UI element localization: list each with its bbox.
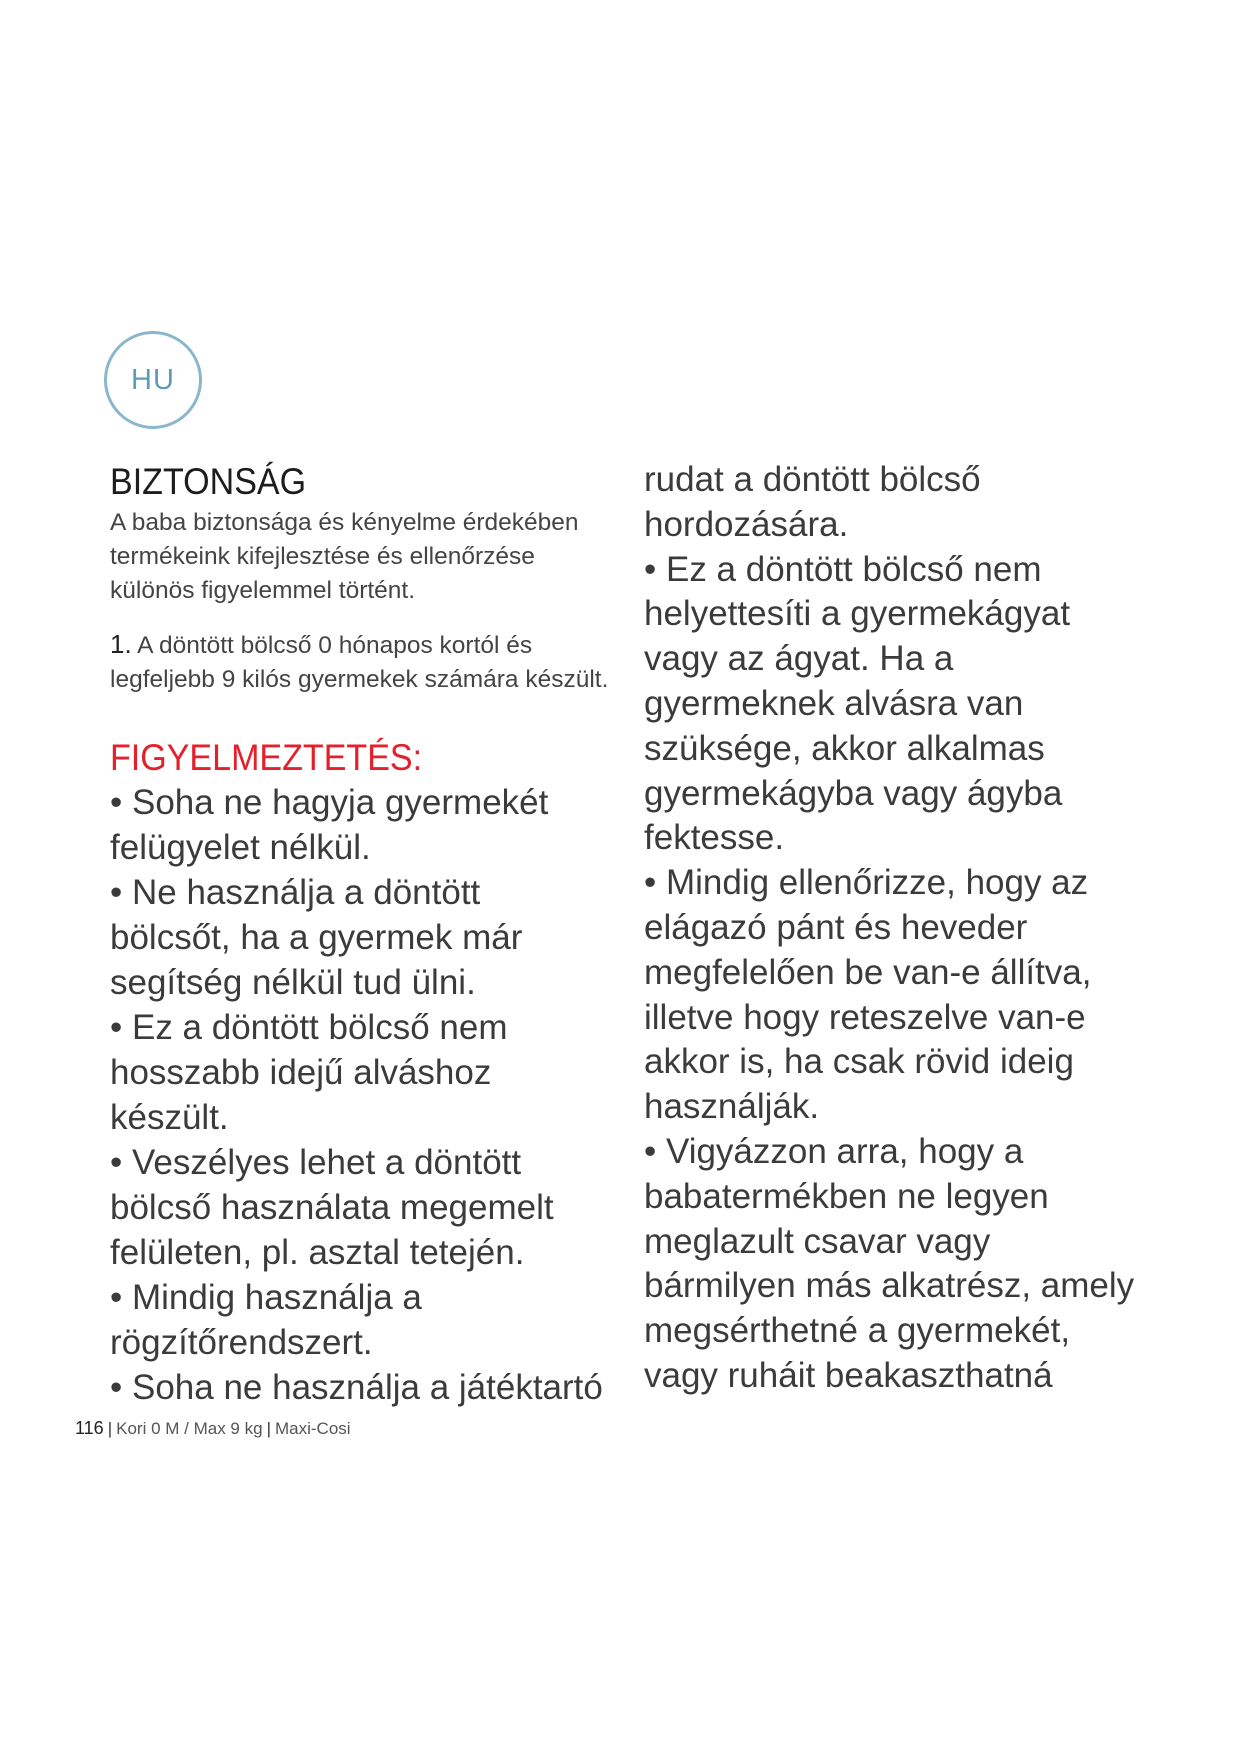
product-name: Kori 0 M / Max 9 kg (116, 1419, 263, 1438)
warning-list-right (644, 458, 1144, 1399)
warning-item: • Ne használja a döntött bölcsőt, ha a gyermek már segítség nélkül tud ülni. (110, 873, 523, 1002)
warning-item: • Soha ne használja a játéktartó (110, 1368, 603, 1407)
left-column (110, 462, 610, 1410)
language-code: HU (131, 363, 175, 396)
intro-paragraph: A baba biztonsága és kényelme érdekében termékeink kifejlesztése és ellenőrzése különös figyelemmel történt. (110, 509, 579, 604)
point-number: 1. (110, 629, 132, 659)
warning-item: rudat a döntött bölcső hordozására. (644, 460, 981, 544)
section-heading: BIZTONSÁG (110, 461, 307, 502)
brand-name: Maxi-Cosi (274, 1419, 351, 1438)
point-text: A döntött bölcső 0 hónapos kortól és legfeljebb 9 kilós gyermekek számára készült. (110, 632, 609, 693)
warning-item: • Veszélyes lehet a döntött bölcső használata megemelt felületen, pl. asztal tetején. (110, 1143, 554, 1272)
warning-item: • Vigyázzon arra, hogy a babatermékben ne legyen meglazult csavar vagy bármilyen más alkatrész, amely megsérthetné a gyermekét, vagy ruháit beakaszthatná (644, 1131, 1135, 1395)
warning-title: FIGYELMEZTETÉS: (110, 737, 423, 778)
warning-item: • Mindig ellenőrizze, hogy az elágazó pánt és heveder megfelelően be van-e állítva, illetve hogy reteszelve van-e akkor is, ha csak rövid ideig használják. (644, 863, 1092, 1127)
language-badge (104, 331, 202, 429)
page-number: 116 (75, 1418, 104, 1438)
footer-separator: | (266, 1419, 271, 1438)
warning-item: • Mindig használja a rögzítőrendszert. (110, 1278, 422, 1362)
numbered-point (110, 627, 610, 697)
right-column (644, 458, 1144, 1399)
warning-item: • Ez a döntött bölcső nem hosszabb idejű alváshoz készült. (110, 1008, 508, 1137)
warning-list-left (110, 780, 610, 1410)
footer-separator: | (107, 1419, 113, 1438)
warning-item: • Ez a döntött bölcső nem helyettesíti a gyermekágyat vagy az ágyat. Ha a gyermeknek alvásra van szüksége, akkor alkalmas gyermekágyba vagy ágyba fektesse. (644, 549, 1071, 858)
warning-item: • Soha ne hagyja gyermekét felügyelet nélkül. (110, 783, 549, 867)
page-footer (75, 1418, 351, 1439)
